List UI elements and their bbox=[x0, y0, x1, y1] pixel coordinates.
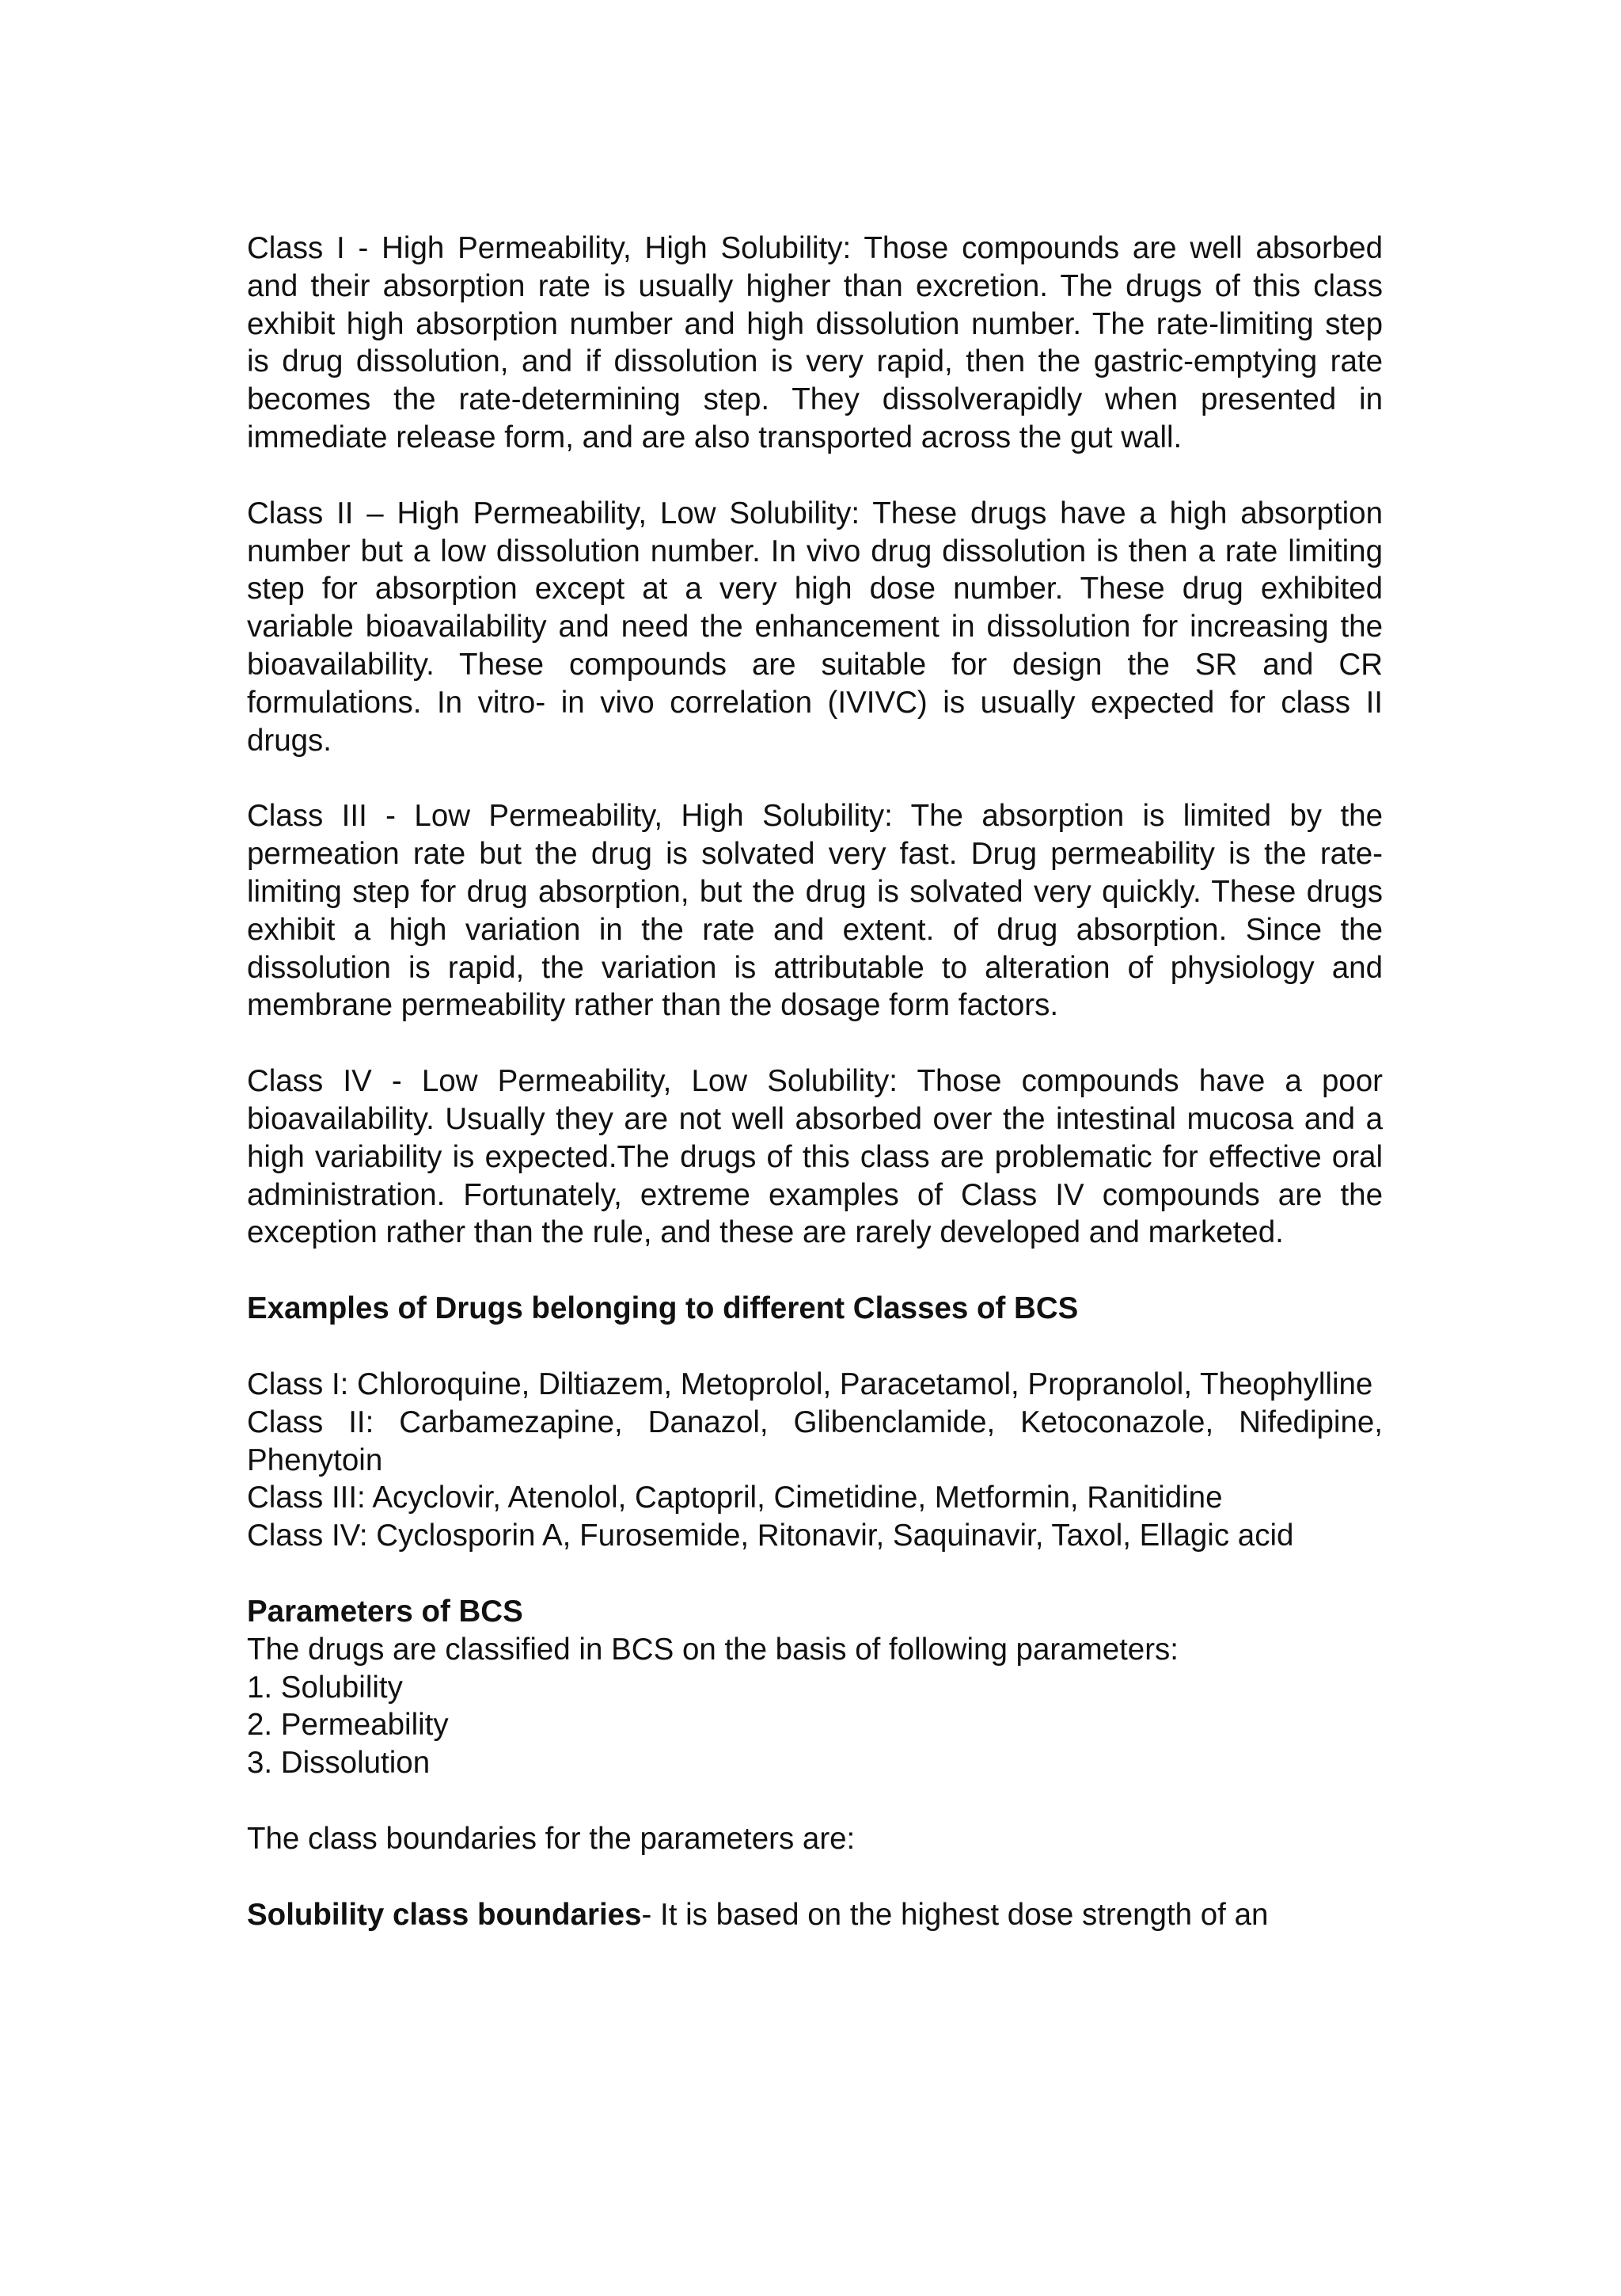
paragraph-class-i: Class I - High Permeability, High Solubility: Those compounds are well absorbed and their absorption rate is usually higher than excretion. The drugs of this class exhibit high absorption number and high dissolution number. The rate-limiting step is drug dissolution, and if dissolution is very rapid, then the gastric-emptying rate becomes the rate-determining step. They dissolverapidly when presented in immediate release form, and are also transported across the gut wall. bbox=[247, 231, 1383, 454]
parameters-heading: Parameters of BCS bbox=[247, 1594, 523, 1629]
example-class-ii: Class II: Carbamezapine, Danazol, Glibenclamide, Ketoconazole, Nifedipine, Phenytoin bbox=[247, 1405, 1383, 1477]
example-class-i: Class I: Chloroquine, Diltiazem, Metoprolol, Paracetamol, Propranolol, Theophylline bbox=[247, 1367, 1373, 1401]
solubility-boundaries-text: - It is based on the highest dose strength of an bbox=[641, 1897, 1269, 1932]
document-page bbox=[247, 230, 1383, 1933]
boundaries-intro: The class boundaries for the parameters are: bbox=[247, 1821, 856, 1856]
parameter-item-permeability: 2. Permeability bbox=[247, 1708, 449, 1743]
solubility-boundaries-paragraph bbox=[247, 1896, 1383, 1934]
parameter-item-solubility: 1. Solubility bbox=[247, 1670, 403, 1705]
paragraph-class-ii: Class II – High Permeability, Low Solubility: These drugs have a high absorption number but a low dissolution number. In vivo drug dissolution is then a rate limiting step for absorption except at a very high dose number. These drug exhibited variable bioavailability and need the enhancement in dissolution for increasing the bioavailability. These compounds are suitable for design the SR and CR formulations. In vitro- in vivo correlation (IVIVC) is usually expected for class II drugs. bbox=[247, 496, 1383, 758]
parameter-item-dissolution: 3. Dissolution bbox=[247, 1746, 431, 1781]
paragraph-class-iii: Class III - Low Permeability, High Solubility: The absorption is limited by the permeation rate but the drug is solvated very fast. Drug permeability is the rate-limiting step for drug absorption, but the drug is solvated very quickly. These drugs exhibit a high variation in the rate and extent. of drug absorption. Since the dissolution is rapid, the variation is attributable to alteration of physiology and membrane permeability rather than the dosage form factors. bbox=[247, 799, 1383, 1023]
example-class-iii: Class III: Acyclovir, Atenolol, Captopril, Cimetidine, Metformin, Ranitidine bbox=[247, 1481, 1223, 1515]
parameters-intro: The drugs are classified in BCS on the basis of following parameters: bbox=[247, 1632, 1179, 1667]
paragraph-class-iv: Class IV - Low Permeability, Low Solubility: Those compounds have a poor bioavailability. Usually they are not well absorbed over the intestinal mucosa and a high variability is expected.The drugs of this class are problematic for effective oral administration. Fortunately, extreme examples of Class IV compounds are the exception rather than the rule, and these are rarely developed and marketed. bbox=[247, 1064, 1383, 1250]
examples-heading: Examples of Drugs belonging to different Classes of BCS bbox=[247, 1291, 1079, 1326]
example-class-iv: Class IV: Cyclosporin A, Furosemide, Ritonavir, Saquinavir, Taxol, Ellagic acid bbox=[247, 1519, 1294, 1553]
parameters-list bbox=[247, 1669, 1383, 1782]
examples-list bbox=[247, 1366, 1383, 1555]
solubility-boundaries-label: Solubility class boundaries bbox=[247, 1897, 642, 1932]
